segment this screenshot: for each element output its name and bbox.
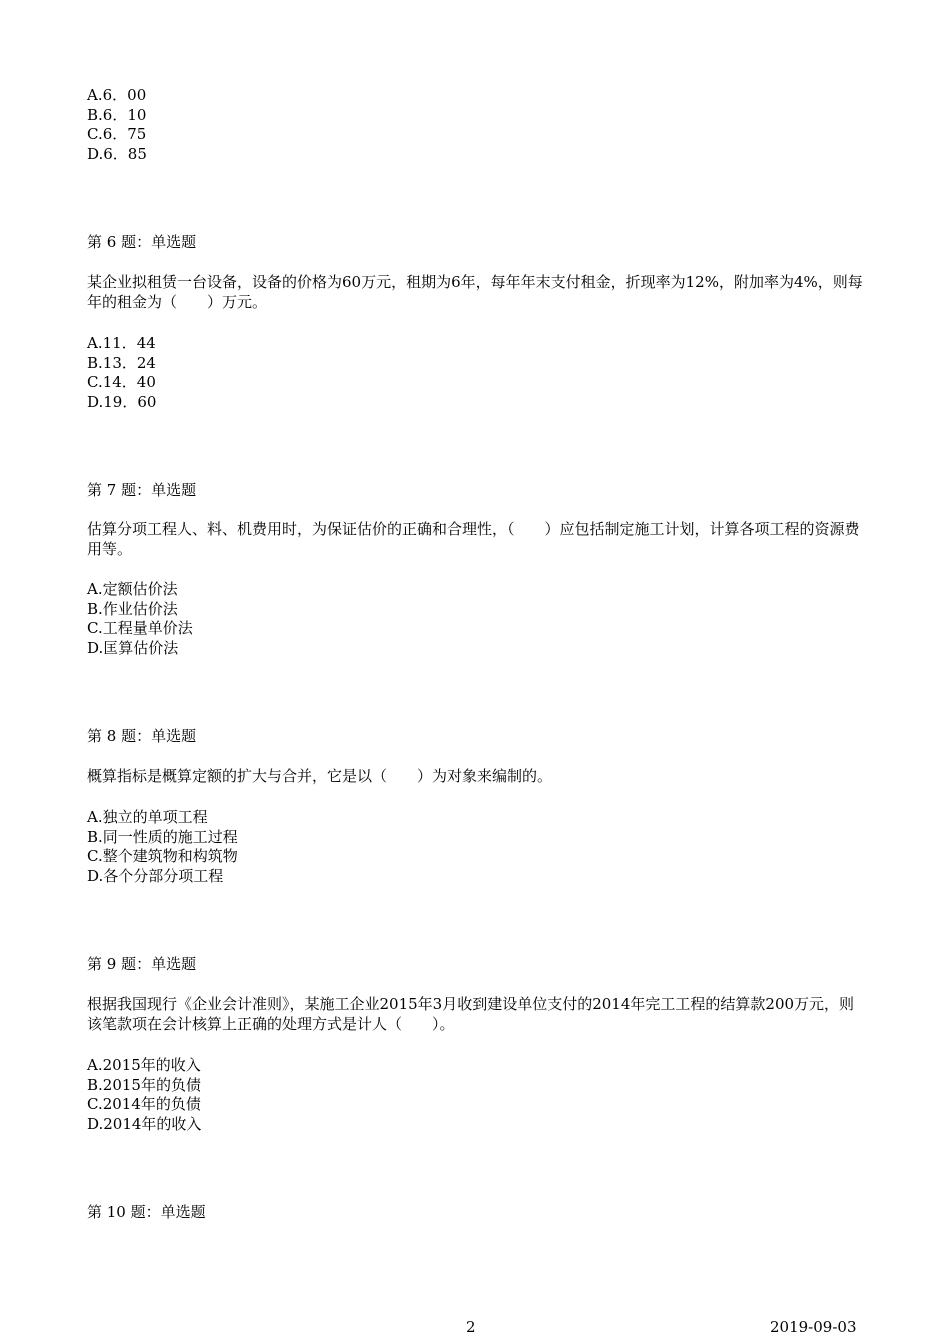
option-b: B.作业估价法	[87, 599, 178, 618]
question-10-header: 第 10 题：单选题	[87, 1203, 206, 1221]
option-c: C.工程量单价法	[87, 619, 193, 638]
option-b: B.2015年的负债	[87, 1075, 201, 1094]
question-7-header: 第 7 题：单选题	[87, 481, 197, 499]
option-d: D.各个分部分项工程	[87, 867, 224, 886]
option-c: C.14．40	[87, 373, 156, 392]
question-6-options	[87, 334, 156, 413]
option-b: B.6．10	[87, 105, 147, 124]
option-d: D.匡算估价法	[87, 639, 179, 658]
option-c: C.6．75	[87, 125, 147, 144]
option-d: D.6．85	[87, 145, 147, 164]
question-6-header: 第 6 题：单选题	[87, 233, 197, 251]
option-a: A.独立的单项工程	[87, 808, 208, 826]
question-8-text: 概算指标是概算定额的扩大与合并，它是以（ ）为对象来编制的。	[87, 767, 553, 785]
question-8-options	[87, 808, 238, 887]
question-9-header: 第 9 题：单选题	[87, 955, 197, 973]
option-a: A.2015年的收入	[87, 1056, 201, 1074]
option-c: C.整个建筑物和构筑物	[87, 847, 238, 866]
footer-date: 2019-09-03	[770, 1318, 857, 1336]
question-7-text: 估算分项工程人、料、机费用时，为保证估价的正确和合理性，（ ）应包括制定施工计划，计算各项工程的资源费用等。	[87, 520, 860, 558]
option-a: A.11．44	[87, 334, 156, 352]
page-number: 2	[466, 1318, 476, 1336]
option-d: D.2014年的收入	[87, 1115, 202, 1134]
option-c: C.2014年的负债	[87, 1095, 201, 1114]
question-6-text: 某企业拟租赁一台设备，设备的价格为60万元，租期为6年，每年年末支付租金，折现率为12%，附加率为4%，则每年的租金为（ ）万元。	[87, 273, 863, 311]
option-b: B.13．24	[87, 353, 156, 372]
option-a: A.6．00	[87, 86, 147, 104]
question-9-options	[87, 1056, 201, 1135]
option-b: B.同一性质的施工过程	[87, 827, 238, 846]
question-7-options	[87, 580, 193, 659]
option-a: A.定额估价法	[87, 580, 178, 598]
q5-options	[87, 86, 147, 165]
question-9-text: 根据我国现行《企业会计准则》，某施工企业2015年3月收到建设单位支付的2014年完工工程的结算款200万元，则该笔款项在会计核算上正确的处理方式是计人（ ）。	[87, 995, 855, 1033]
question-8-header: 第 8 题：单选题	[87, 727, 197, 745]
option-d: D.19．60	[87, 393, 157, 412]
